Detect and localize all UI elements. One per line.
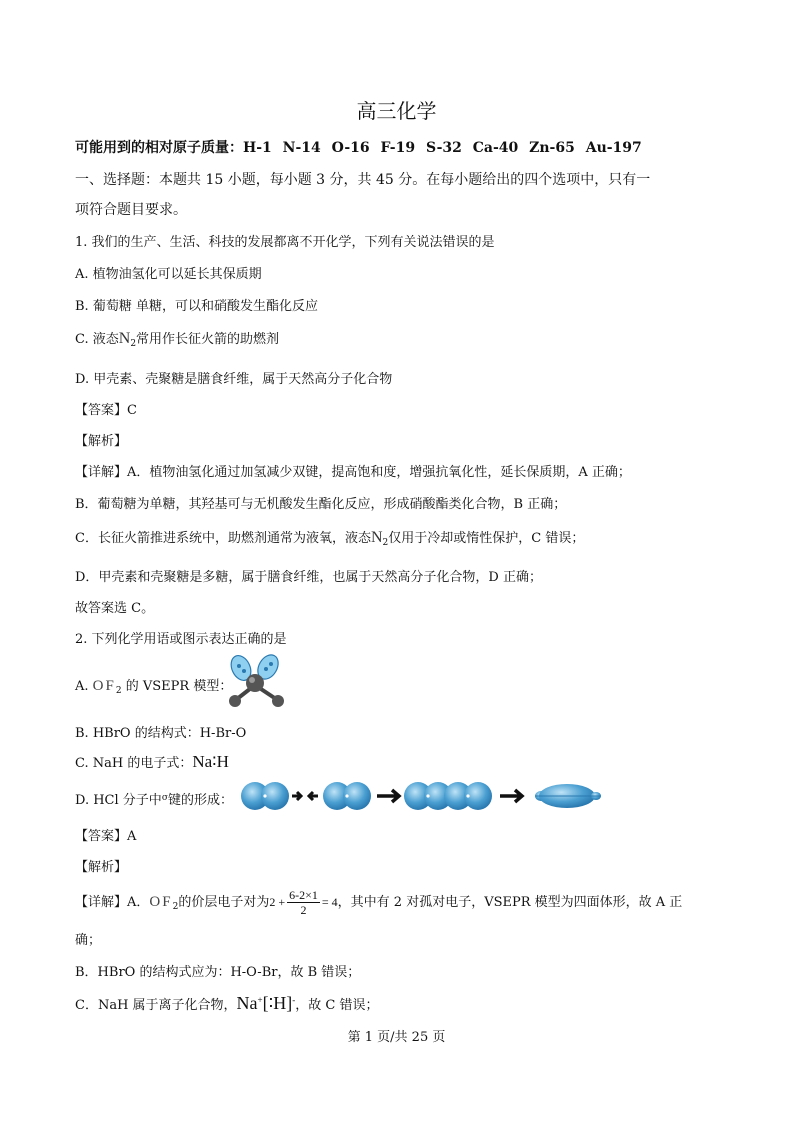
arrow-right-icon — [500, 790, 522, 802]
sigma-symbol: σ — [161, 793, 168, 803]
q1-detail-d: D．甲壳素和壳聚糖是多糖，属于膳食纤维，也属于天然高分子化合物，D 正确； — [75, 570, 542, 585]
q1-detail-a: 【详解】A．植物油氢化通过加氢减少双键，提高饱和度，增强抗氧化性，延长保质期，A 正确； — [75, 465, 631, 480]
section-heading-line1: 一、选择题：本题共 15 小题，每小题 3 分，共 45 分。在每小题给出的四个选项中，只有一 — [75, 172, 651, 188]
q1-detail-c-sub: 2 — [382, 538, 389, 548]
nucleus-dot — [466, 794, 469, 797]
equation-prefix: 2 + — [269, 895, 286, 909]
vsepr-model-figure — [224, 652, 290, 710]
q1-option-c-prefix: C. 液态 — [75, 332, 119, 347]
q2-detail-a-suffix: ，其中有 2 对孤对电子，VSEPR 模型为四面体形，故 A 正 — [337, 895, 683, 910]
q2-option-a-sub: 2 — [115, 686, 122, 696]
q1-option-d: D. 甲壳素、壳聚糖是膳食纤维，属于天然高分子化合物 — [75, 372, 393, 387]
nah-electron-formula: Na∶H — [192, 752, 229, 771]
q2-stem: 2. 下列化学用语或图示表达正确的是 — [75, 632, 287, 647]
q2-option-a — [75, 675, 232, 696]
lone-pair-dot — [269, 662, 273, 666]
q2-option-a-formula: OF — [92, 678, 116, 694]
sigma-bond-formation-figure — [240, 778, 605, 814]
section-heading-line2: 项符合题目要求。 — [75, 202, 187, 218]
q1-option-b: B. 葡萄糖 单糖，可以和硝酸发生酯化反应 — [75, 299, 318, 314]
equation-suffix: = 4 — [321, 895, 338, 909]
q2-option-c-prefix: C. NaH 的电子式： — [75, 756, 193, 771]
lone-pair-dot — [237, 664, 241, 668]
hydride-ion: [∶H] — [262, 993, 293, 1013]
page-title: 高三化学 — [356, 99, 437, 123]
fraction-denominator: 2 — [300, 903, 307, 917]
lone-pair-dot — [242, 669, 246, 673]
q2-option-d-suffix: 键的形成： — [167, 793, 233, 808]
fraction-numerator: 6-2×1 — [289, 888, 318, 902]
q2-detail-a-mid: 的价层电子对为 — [178, 895, 270, 910]
q1-analysis-label: 【解析】 — [75, 434, 128, 449]
lone-pair-dot — [264, 667, 268, 671]
q2-option-d-prefix: D. HCl 分子中 — [75, 793, 162, 808]
arrow-left-icon — [309, 792, 318, 800]
q2-option-a-prefix: A. — [75, 679, 89, 694]
terminal-atom-right — [272, 695, 284, 707]
arrow-right-icon — [377, 790, 399, 802]
q2-analysis-label: 【解析】 — [75, 860, 128, 875]
q2-detail-a-sub: 2 — [172, 902, 179, 912]
q2-detail-b: B．HBrO 的结构式应为：H-O-Br，故 B 错误； — [75, 965, 361, 980]
nucleus-dot — [263, 794, 266, 797]
q1-option-a: A. 植物油氢化可以延长其保质期 — [75, 267, 262, 282]
q1-detail-c-formula: N — [370, 529, 383, 546]
central-atom-highlight — [249, 677, 255, 683]
q1-detail-c-prefix: C．长征火箭推进系统中，助燃剂通常为液氧，液态 — [75, 531, 371, 546]
q2-detail-a-continued: 确； — [75, 933, 102, 948]
q2-detail-c-suffix: ，故 C 错误； — [295, 998, 379, 1013]
q2-detail-c — [75, 993, 379, 1014]
q2-detail-a-prefix: 【详解】A． — [75, 895, 150, 910]
nucleus-dot — [426, 794, 429, 797]
plus-charge: + — [257, 995, 263, 1005]
q2-answer: 【答案】A — [75, 829, 137, 844]
central-atom — [246, 674, 264, 692]
q2-detail-a — [75, 888, 682, 919]
q2-detail-c-prefix: C．NaH 属于离子化合物， — [75, 998, 237, 1013]
fraction — [287, 888, 320, 917]
terminal-atom-left — [229, 695, 241, 707]
q2-option-c — [75, 752, 229, 772]
q1-detail-c-suffix: 仅用于冷却或惰性保护，C 错误； — [388, 531, 585, 546]
q2-option-d — [75, 789, 233, 808]
q1-option-c-sub: 2 — [130, 339, 137, 349]
q2-detail-a-formula: OF — [149, 894, 173, 910]
q1-option-c — [75, 328, 279, 349]
minus-charge: - — [292, 995, 296, 1005]
q1-detail-c — [75, 527, 584, 548]
q1-detail-b: B．葡萄糖为单糖，其羟基可与无机酸发生酯化反应，形成硝酸酯类化合物，B 正确； — [75, 497, 567, 512]
atomic-masses: 可能用到的相对原子质量：H-1 N-14 O-16 F-19 S-32 Ca-40 Zn-65 Au-197 — [75, 140, 642, 156]
q2-option-b: B. HBrO 的结构式：H-Br-O — [75, 726, 247, 741]
q1-stem: 1. 我们的生产、生活、科技的发展都离不开化学，下列有关说法错误的是 — [75, 235, 495, 250]
nucleus-dot — [345, 794, 348, 797]
q1-option-c-suffix: 常用作长征火箭的助燃剂 — [136, 332, 280, 347]
page-footer: 第 1 页/共 25 页 — [347, 1030, 446, 1045]
arrow-right-icon — [292, 792, 301, 800]
q2-option-a-suffix: 的 VSEPR 模型： — [125, 679, 233, 694]
q1-option-c-formula: N — [118, 330, 131, 347]
q1-answer: 【答案】C — [75, 403, 137, 418]
q1-conclusion: 故答案选 C。 — [75, 601, 155, 616]
na-ion: Na — [236, 993, 258, 1013]
